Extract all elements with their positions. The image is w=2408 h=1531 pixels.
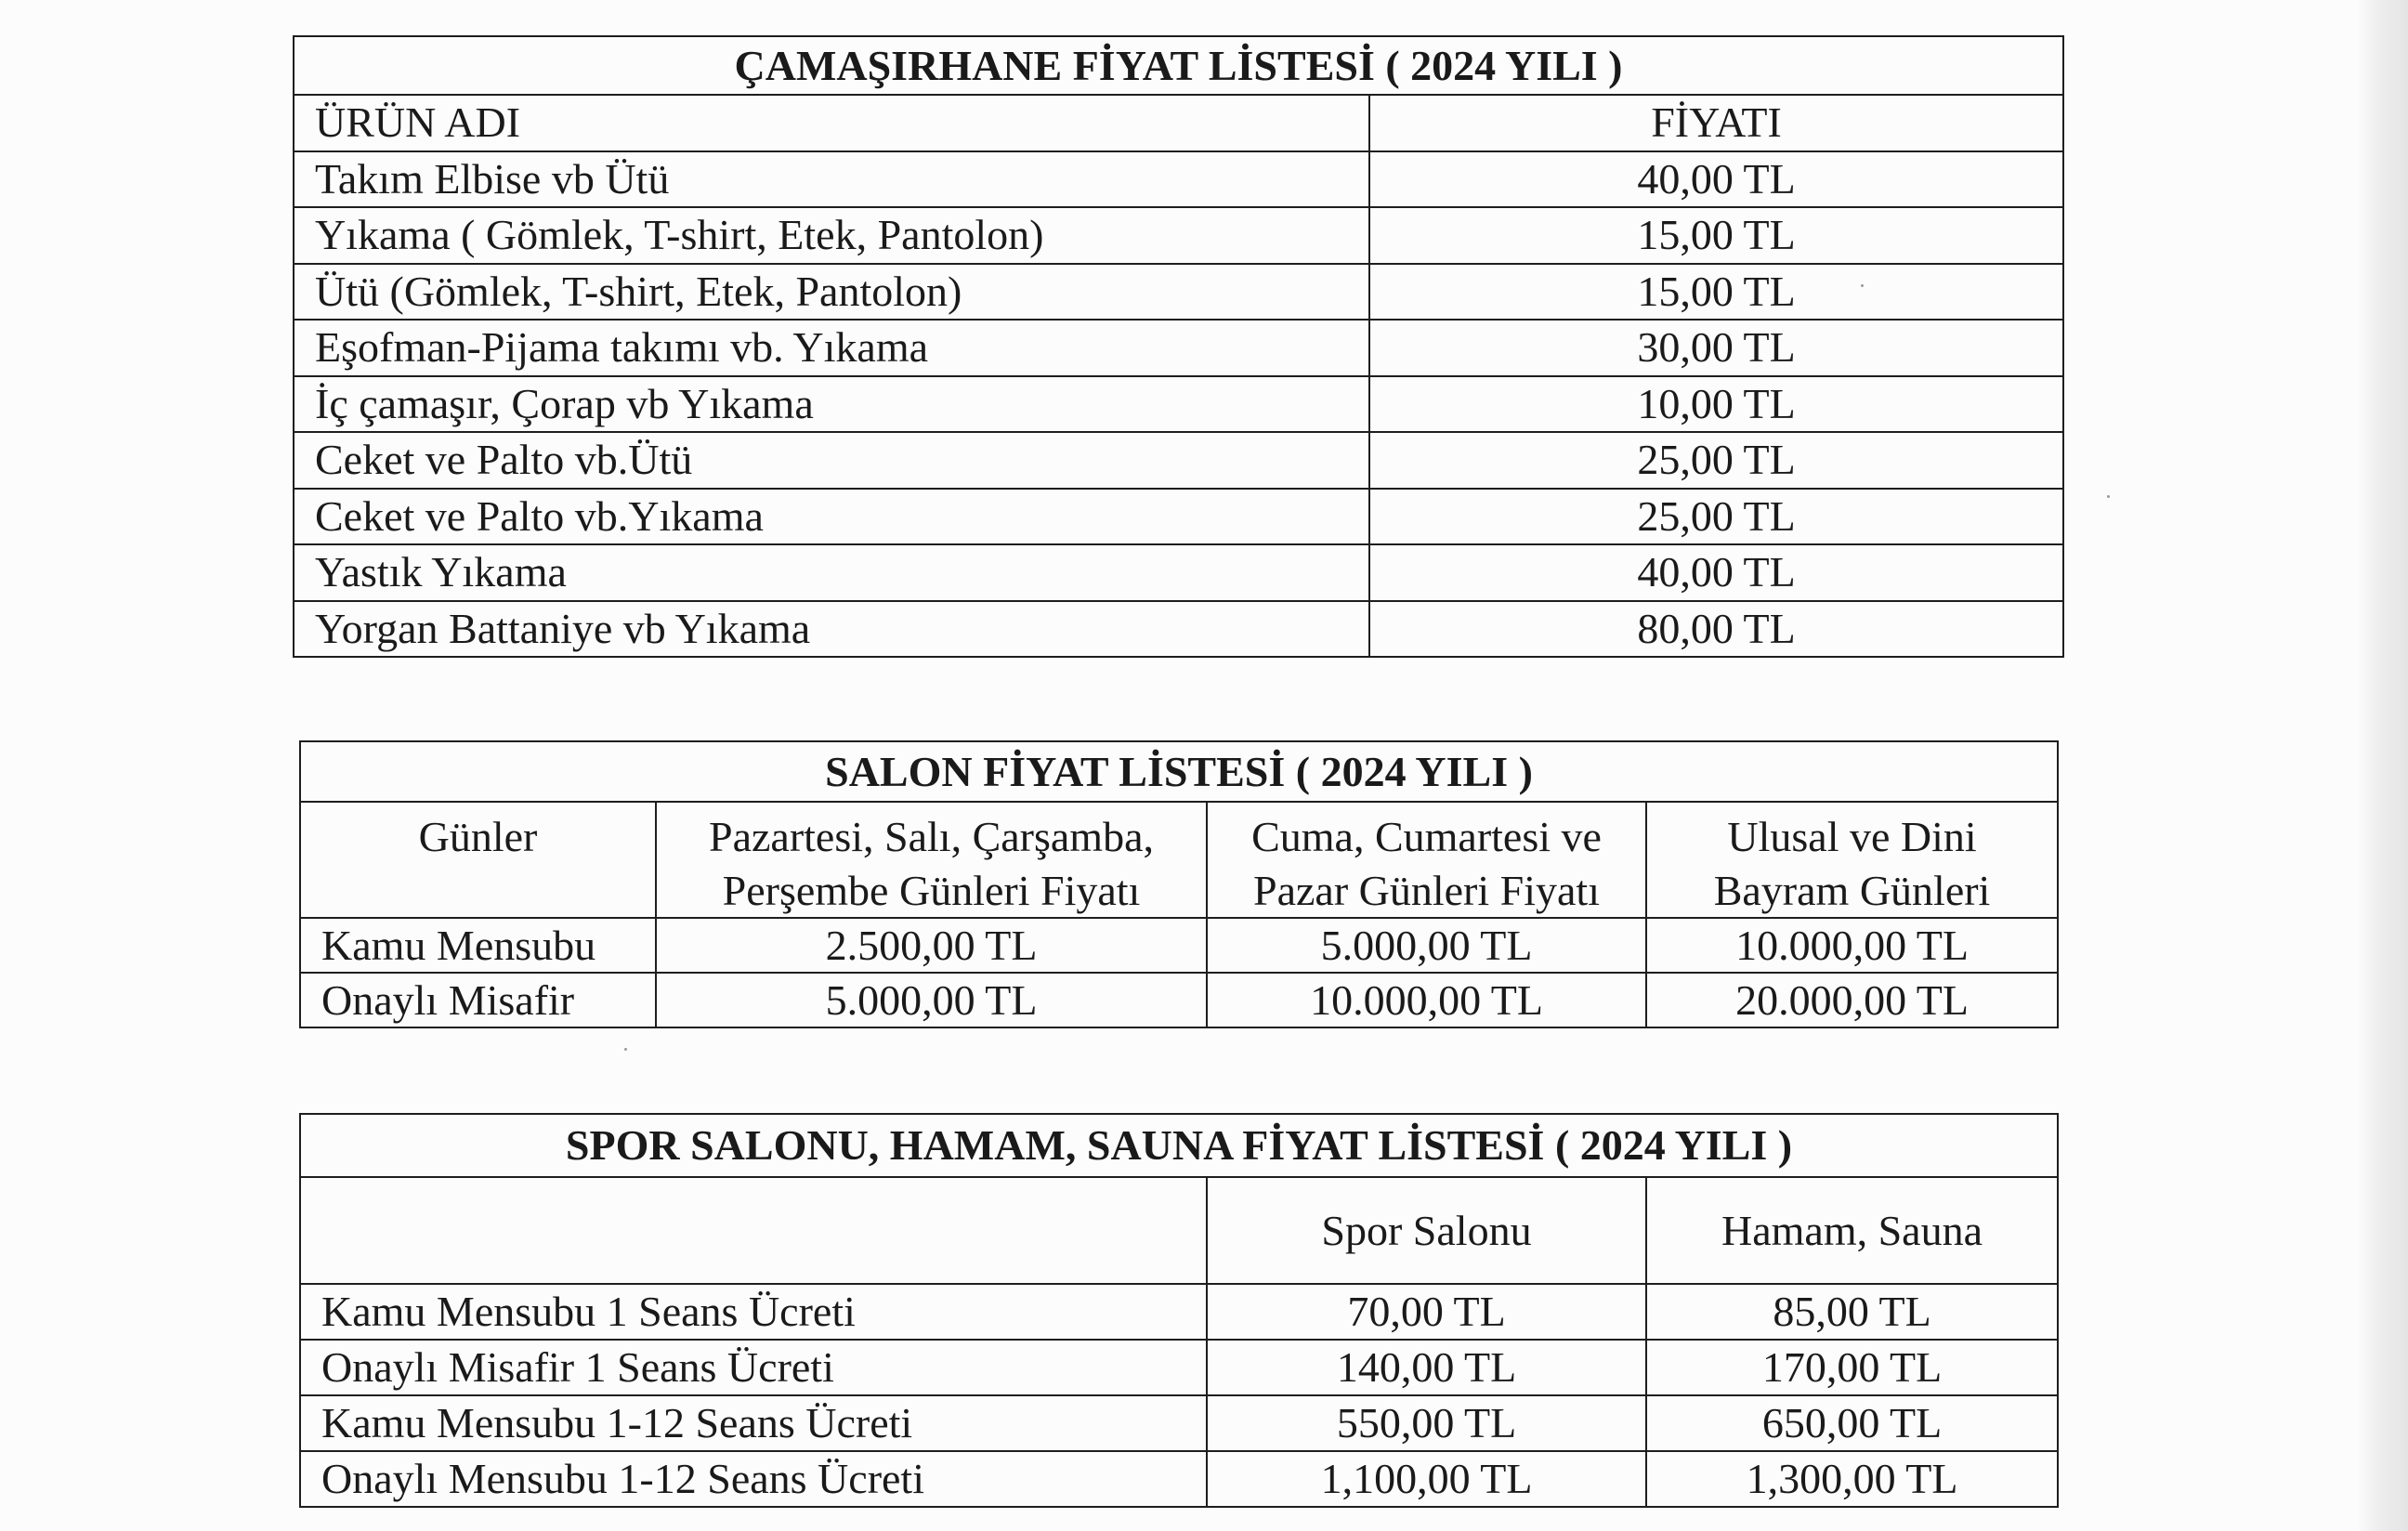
gym-header: Spor Salonu — [1207, 1177, 1646, 1284]
item-price: 15,00 TL — [1369, 207, 2063, 264]
item-price: 80,00 TL — [1369, 601, 2063, 658]
table-row — [294, 207, 2063, 264]
laundry-price-table — [293, 35, 2064, 658]
item-price: 25,00 TL — [1369, 489, 2063, 545]
sport-table-title: SPOR SALONU, HAMAM, SAUNA FİYAT LİSTESİ ( 2024 YILI ) — [300, 1114, 2058, 1177]
table-row — [300, 1451, 2058, 1507]
hamam-sauna-header: Hamam, Sauna — [1646, 1177, 2058, 1284]
weekend-header-line-1: Cuma, Cumartesi ve — [1251, 813, 1602, 860]
hamam-sauna-price: 1,300,00 TL — [1646, 1451, 2058, 1507]
weekday-header-line-1: Pazartesi, Salı, Çarşamba, — [708, 813, 1155, 860]
price-header: FİYATI — [1369, 95, 2063, 151]
item-name: Ceket ve Palto vb.Yıkama — [294, 489, 1369, 545]
hamam-sauna-price: 650,00 TL — [1646, 1395, 2058, 1451]
weekend-price: 10.000,00 TL — [1207, 973, 1646, 1027]
days-header — [300, 802, 656, 918]
holiday-header-line-1: Ulusal ve Dini — [1727, 813, 1977, 860]
weekend-price-header — [1207, 802, 1646, 918]
gym-price: 140,00 TL — [1207, 1340, 1646, 1395]
fee-type: Onaylı Mensubu 1-12 Seans Ücreti — [300, 1451, 1207, 1507]
item-price: 30,00 TL — [1369, 320, 2063, 376]
gym-price: 550,00 TL — [1207, 1395, 1646, 1451]
days-header-line: Günler — [418, 813, 538, 860]
holiday-price: 10.000,00 TL — [1646, 918, 2058, 973]
table-row — [294, 601, 2063, 658]
fee-type: Kamu Mensubu 1 Seans Ücreti — [300, 1284, 1207, 1340]
table-row — [294, 320, 2063, 376]
hamam-sauna-price: 85,00 TL — [1646, 1284, 2058, 1340]
item-price: 15,00 TL — [1369, 264, 2063, 321]
product-name-header: ÜRÜN ADI — [294, 95, 1369, 151]
item-price: 40,00 TL — [1369, 151, 2063, 208]
sport-sauna-price-table — [299, 1113, 2059, 1508]
table-header-row — [300, 1177, 2058, 1284]
table-header-row — [294, 95, 2063, 151]
table-row — [300, 1395, 2058, 1451]
table-row — [294, 489, 2063, 545]
empty-header-cell — [300, 1177, 1207, 1284]
item-name: Yastık Yıkama — [294, 544, 1369, 601]
weekday-price: 5.000,00 TL — [656, 973, 1207, 1027]
table-title-row — [300, 741, 2058, 802]
guest-type: Onaylı Misafir — [300, 973, 656, 1027]
item-name: Yıkama ( Gömlek, T-shirt, Etek, Pantolon) — [294, 207, 1369, 264]
item-name: İç çamaşır, Çorap vb Yıkama — [294, 376, 1369, 433]
item-price: 25,00 TL — [1369, 432, 2063, 489]
salon-table-title: SALON FİYAT LİSTESİ ( 2024 YILI ) — [300, 741, 2058, 802]
weekday-price: 2.500,00 TL — [656, 918, 1207, 973]
item-price: 40,00 TL — [1369, 544, 2063, 601]
table-row — [294, 376, 2063, 433]
laundry-table-title: ÇAMAŞIRHANE FİYAT LİSTESİ ( 2024 YILI ) — [294, 36, 2063, 95]
table-row — [300, 1340, 2058, 1395]
fee-type: Kamu Mensubu 1-12 Seans Ücreti — [300, 1395, 1207, 1451]
item-name: Takım Elbise vb Ütü — [294, 151, 1369, 208]
gym-price: 1,100,00 TL — [1207, 1451, 1646, 1507]
table-row — [300, 918, 2058, 973]
weekend-price: 5.000,00 TL — [1207, 918, 1646, 973]
page-edge-shadow — [2357, 0, 2408, 1531]
holiday-price-header — [1646, 802, 2058, 918]
item-price: 10,00 TL — [1369, 376, 2063, 433]
weekday-price-header — [656, 802, 1207, 918]
guest-type: Kamu Mensubu — [300, 918, 656, 973]
table-header-row — [300, 802, 2058, 918]
table-title-row — [300, 1114, 2058, 1177]
table-title-row — [294, 36, 2063, 95]
weekday-header-line-2: Perşembe Günleri Fiyatı — [722, 866, 1141, 914]
hamam-sauna-price: 170,00 TL — [1646, 1340, 2058, 1395]
item-name: Ütü (Gömlek, T-shirt, Etek, Pantolon) — [294, 264, 1369, 321]
scan-speck — [624, 1048, 627, 1051]
weekend-header-line-2: Pazar Günleri Fiyatı — [1252, 866, 1600, 914]
table-row — [294, 432, 2063, 489]
salon-price-table — [299, 740, 2059, 1028]
gym-price: 70,00 TL — [1207, 1284, 1646, 1340]
holiday-header-line-2: Bayram Günleri — [1713, 866, 1991, 914]
item-name: Yorgan Battaniye vb Yıkama — [294, 601, 1369, 658]
scan-speck — [2107, 495, 2110, 498]
table-row — [294, 151, 2063, 208]
fee-type: Onaylı Misafir 1 Seans Ücreti — [300, 1340, 1207, 1395]
table-row — [294, 544, 2063, 601]
holiday-price: 20.000,00 TL — [1646, 973, 2058, 1027]
table-row — [300, 973, 2058, 1027]
table-row — [300, 1284, 2058, 1340]
item-name: Eşofman-Pijama takımı vb. Yıkama — [294, 320, 1369, 376]
item-name: Ceket ve Palto vb.Ütü — [294, 432, 1369, 489]
table-row — [294, 264, 2063, 321]
